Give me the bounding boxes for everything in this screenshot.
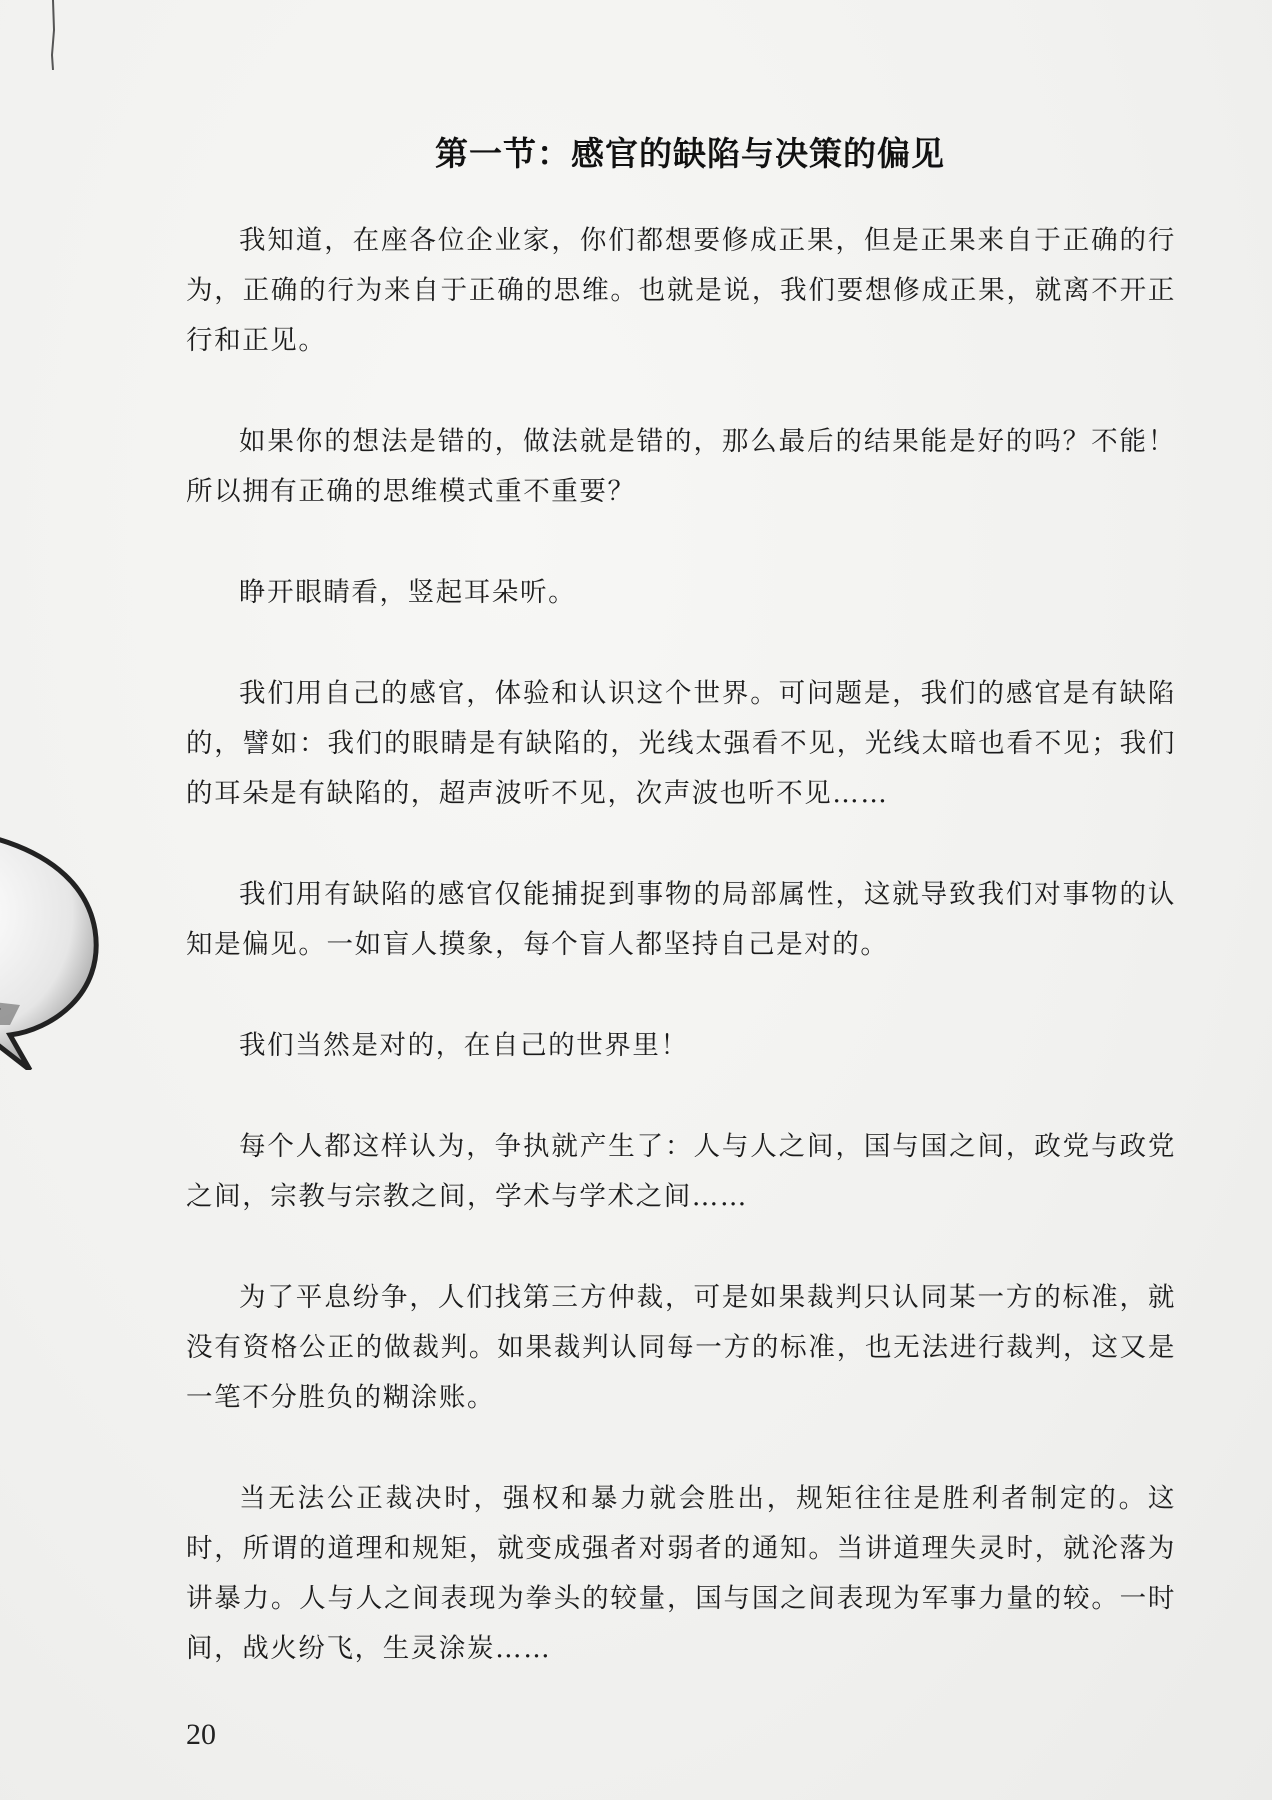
paragraph-9: 当无法公正裁决时，强权和暴力就会胜出，规矩往往是胜利者制定的。这时，所谓的道理和规矩，就变成强者对弱者的通知。当讲道理失灵时，就沦落为讲暴力。人与人之间表现为拳头的较量，国与国之间表现为军事力量的较。一时间，战火纷飞，生灵涂炭…… (186, 1483, 1176, 1664)
paragraph-7: 每个人都这样认为，争执就产生了：人与人之间，国与国之间，政党与政党之间，宗教与宗教之间，学术与学术之间…… (186, 1131, 1176, 1212)
body-text (186, 216, 1176, 1725)
scan-edge-mark (48, 0, 58, 70)
paragraph-3: 睁开眼睛看，竖起耳朵听。 (239, 577, 577, 608)
paragraph-8: 为了平息纷争，人们找第三方仲裁，可是如果裁判只认同某一方的标准，就没有资格公正的做裁判。如果裁判认同每一方的标准，也无法进行裁判，这又是一笔不分胜负的糊涂账。 (186, 1282, 1176, 1413)
paragraph-1: 我知道，在座各位企业家，你们都想要修成正果，但是正果来自于正确的行为，正确的行为来自于正确的思维。也就是说，我们要想修成正果，就离不开正行和正见。 (186, 225, 1176, 356)
paragraph-6: 我们当然是对的，在自己的世界里！ (239, 1030, 689, 1061)
paragraph-4: 我们用自己的感官，体验和认识这个世界。可问题是，我们的感官是有缺陷的，譬如：我们的眼睛是有缺陷的，光线太强看不见，光线太暗也看不见；我们的耳朵是有缺陷的，超声波听不见，次声波也听不见…… (186, 678, 1176, 809)
page-number: 20 (186, 1718, 216, 1751)
paragraph-2: 如果你的想法是错的，做法就是错的，那么最后的结果能是好的吗？不能！所以拥有正确的思维模式重不重要？ (186, 426, 1176, 507)
paragraph-5: 我们用有缺陷的感官仅能捕捉到事物的局部属性，这就导致我们对事物的认知是偏见。一如盲人摸象，每个盲人都坚持自己是对的。 (186, 879, 1176, 960)
section-title: 第一节：感官的缺陷与决策的偏见 (435, 134, 945, 173)
speech-bubble-graphic (0, 820, 100, 1070)
